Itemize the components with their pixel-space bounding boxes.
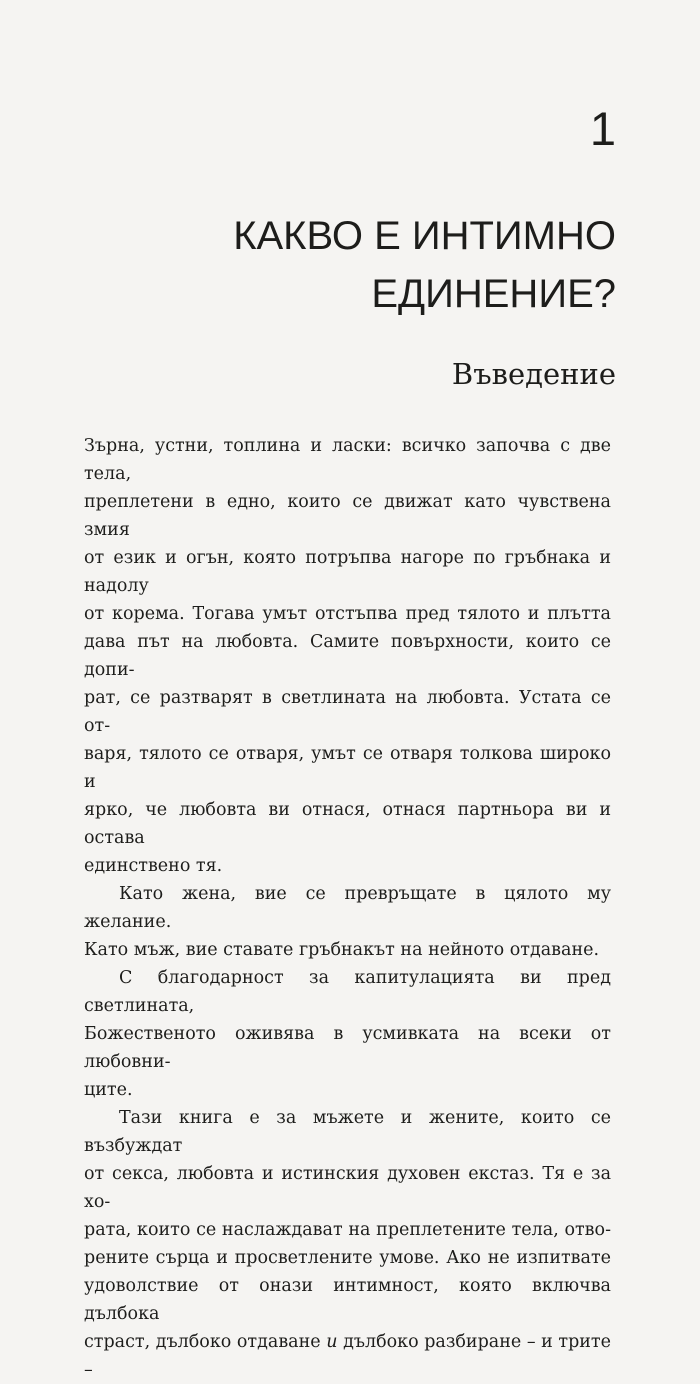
- text-line: [84, 1328, 611, 1384]
- text-line: Като жена, вие се превръщате в цялото му желание.: [84, 884, 611, 932]
- text-line: рените сърца и просветлените умове. Ако не изпитвате: [84, 1248, 611, 1268]
- text-line: удоволствие от онази интимност, която включва дълбока: [84, 1276, 611, 1324]
- text-line: Тази книга е за мъжете и жените, които се възбуждат: [84, 1108, 611, 1156]
- text-line: Като мъж, вие ставате гръбнакът на нейното отдаване.: [84, 940, 600, 960]
- paragraph-4: [84, 1104, 611, 1384]
- text-line: С благодарност за капитулацията ви пред светлината,: [84, 968, 611, 1016]
- text-line: преплетени в едно, които се движат като чувствена змия: [84, 492, 611, 540]
- paragraph-2: [84, 880, 611, 964]
- text-line: ците.: [84, 1080, 133, 1100]
- section-title: Въведение: [451, 357, 616, 391]
- body-text: [84, 432, 611, 1384]
- text-line: от корема. Тогава умът отстъпва пред тялото и плътта: [84, 604, 611, 624]
- text-line: Божественото оживява в усмивката на всеки от любовни-: [84, 1024, 611, 1072]
- chapter-title: [233, 207, 616, 323]
- text-line: ярко, че любовта ви отнася, отнася партньора ви и остава: [84, 800, 611, 848]
- text-line: варя, тялото се отваря, умът се отваря толкова широко и: [84, 744, 611, 792]
- text-line: единствено тя.: [84, 856, 223, 876]
- paragraph-1: [84, 432, 611, 880]
- text-line: дава път на любовта. Самите повърхности, които се допи-: [84, 632, 611, 680]
- text-line: от език и огън, която потръпва нагоре по гръбнака и надолу: [84, 548, 611, 596]
- text-line: рат, се разтварят в светлината на любовта. Устата се от-: [84, 688, 611, 736]
- text-line: рата, които се наслаждават на преплетените тела, отво-: [84, 1220, 611, 1240]
- text-segment: страст, дълбоко отдаване: [84, 1332, 321, 1352]
- chapter-title-line-1: КАКВО Е ИНТИМНО: [233, 214, 616, 258]
- chapter-number: 1: [589, 102, 616, 155]
- chapter-title-line-2: ЕДИНЕНИЕ?: [371, 272, 616, 316]
- paragraph-3: [84, 964, 611, 1104]
- text-line: Зърна, устни, топлина и ласки: всичко започва с две тела,: [84, 436, 611, 484]
- text-segment: дълбоко разбиране – и трите –: [84, 1332, 611, 1380]
- text-line: от секса, любовта и истинския духовен екстаз. Тя е за хо-: [84, 1164, 611, 1212]
- italic-word: и: [326, 1332, 338, 1352]
